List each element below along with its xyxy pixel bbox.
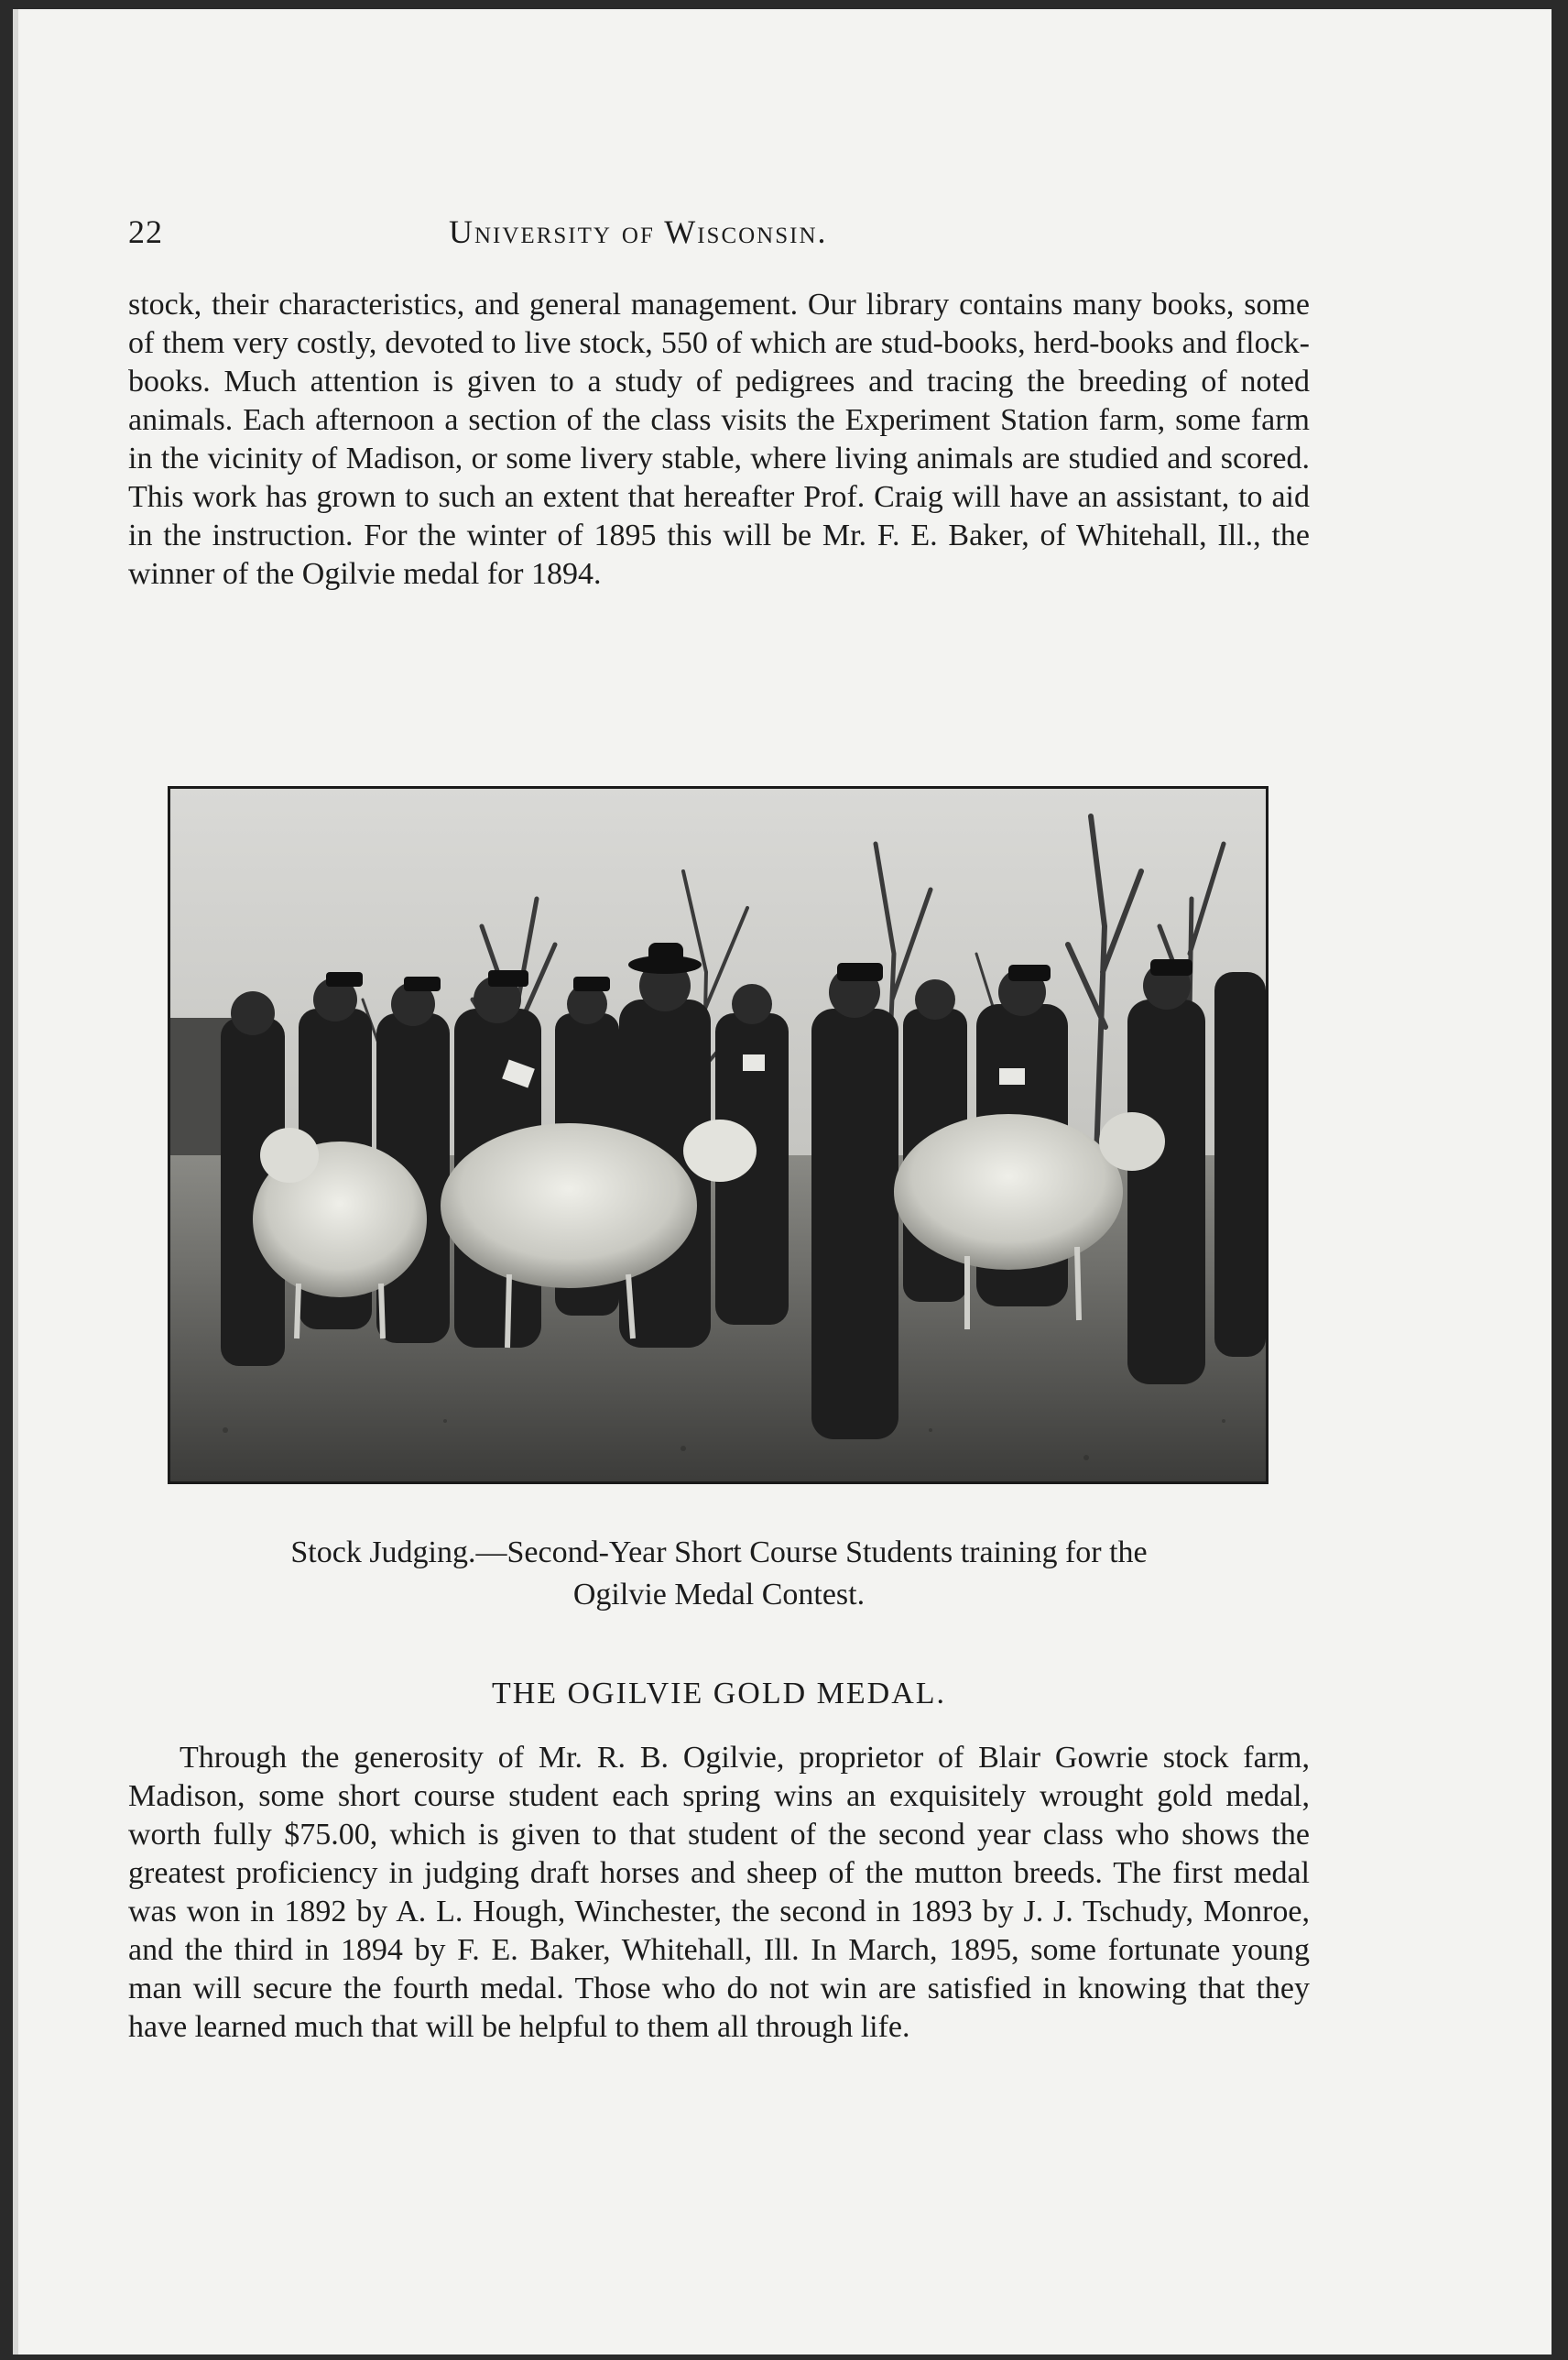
figure-caption-line-1: Stock Judging.—Second-Year Short Course Students training for the <box>290 1535 1148 1569</box>
page-number: 22 <box>128 213 163 250</box>
running-title: University of Wisconsin. <box>449 213 828 250</box>
section-heading: THE OGILVIE GOLD MEDAL. <box>491 1677 947 1710</box>
paragraph-intro: stock, their characteristics, and general management. Our library contains many books, some of them very costly, devoted to live stock, 550 of which are stud-books, herd-books and flock-books. Much attention is given to a study of pedigrees and tracing the breeding of noted animals. Each afternoon a section of the class visits the Experiment Station farm, some farm in the vicinity of Madison, or some livery stable, where living animals are studied and scored. This work has grown to such an extent that hereafter Prof. Craig will have an assistant, to aid in the instruction. For the winter of 1895 this will be Mr. F. E. Baker, of Whitehall, Ill., the winner of the Ogilvie medal for 1894. <box>128 288 1310 591</box>
stock-judging-photo-image <box>170 789 1266 1481</box>
page-edge <box>13 9 18 2355</box>
figure-caption-line-2: Ogilvie Medal Contest. <box>572 1578 866 1612</box>
paragraph-medal: Through the generosity of Mr. R. B. Ogilvie, proprietor of Blair Gowrie stock farm, Madison, some short course student each spring wins an exquisitely wrought gold medal, worth fully $75.00, which is given to that student of the second year class who shows the greatest proficiency in judging draft horses and sheep of the mutton breeds. The first medal was won in 1892 by A. L. Hough, Winchester, the second in 1893 by J. J. Tschudy, Monroe, and the third in 1894 by F. E. Baker, Whitehall, Ill. In March, 1895, some fortunate young man will secure the fourth medal. Those who do not win are satisfied in knowing that they have learned much that will be helpful to them all through life. <box>128 1741 1310 2044</box>
running-head <box>128 213 1310 258</box>
stock-judging-photo <box>168 786 1269 1484</box>
figure-caption <box>128 1532 1310 1616</box>
